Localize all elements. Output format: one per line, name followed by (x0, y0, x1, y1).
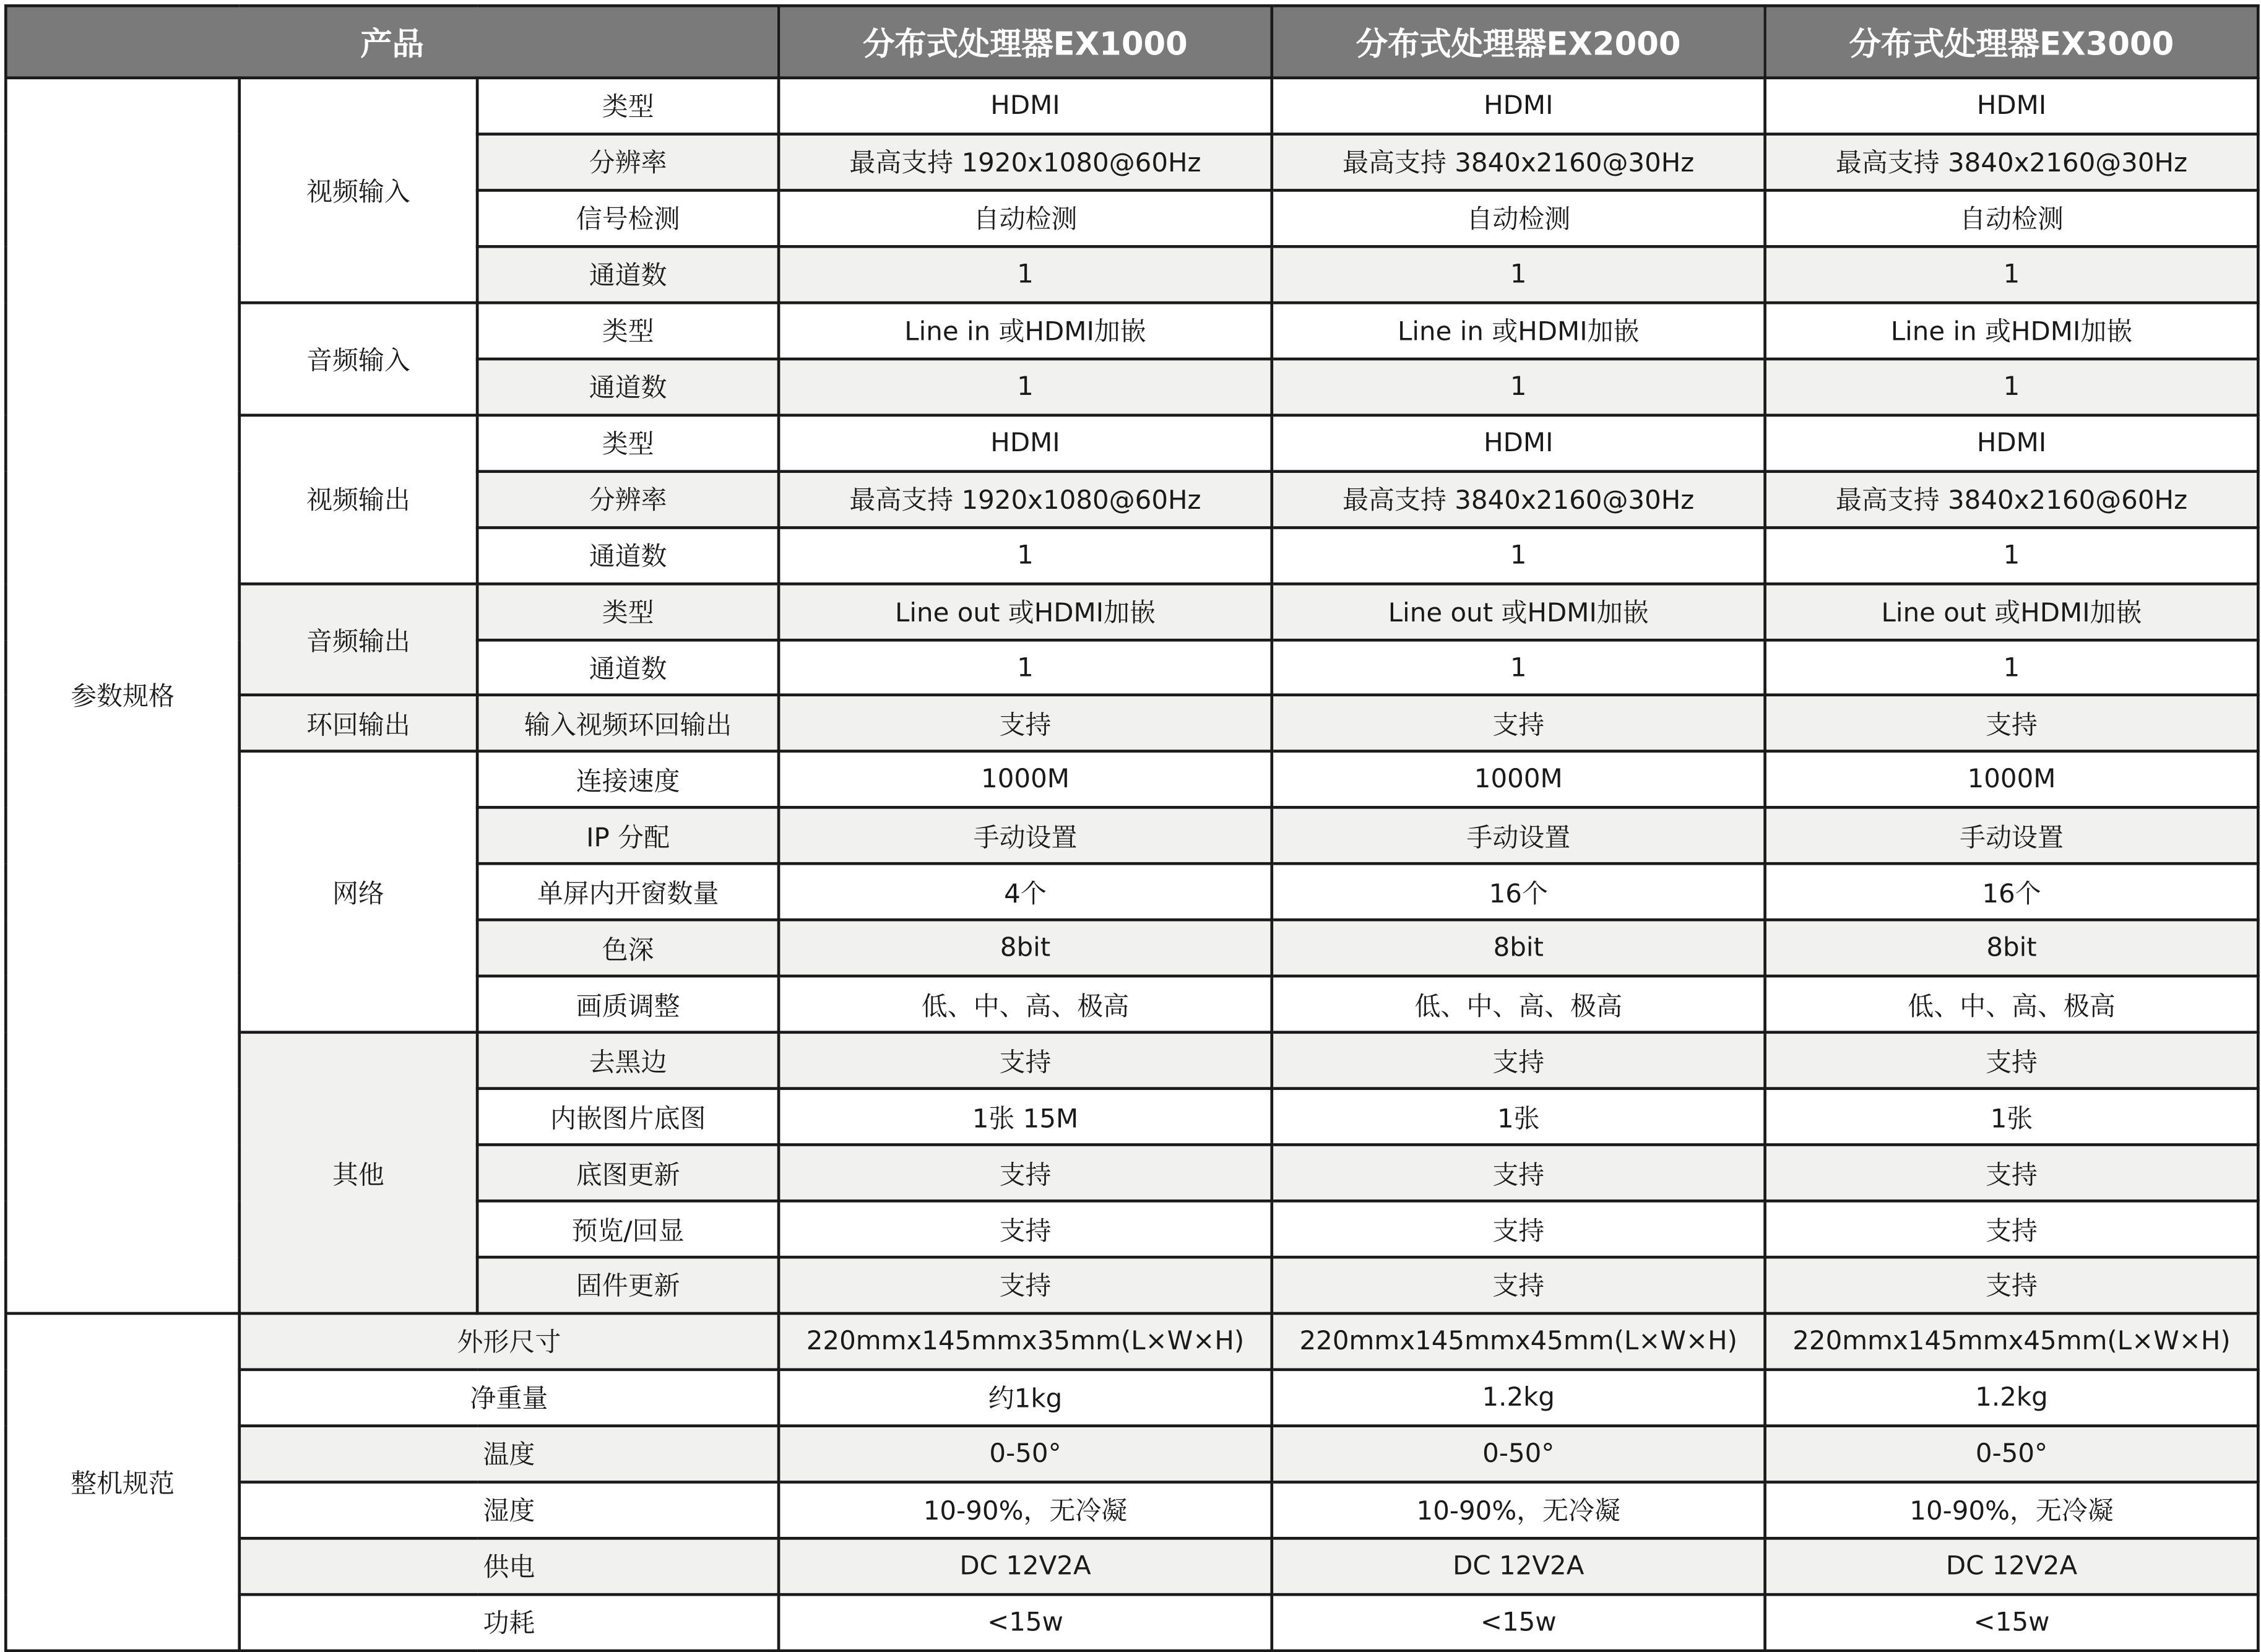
value-ex2000: 1000M (1272, 752, 1765, 808)
value-ex2000: 0-50° (1272, 1425, 1765, 1482)
value-ex2000: HDMI (1272, 415, 1765, 471)
value-ex3000: 最高支持 3840x2160@30Hz (1765, 134, 2259, 191)
value-ex3000: 支持 (1765, 1201, 2259, 1257)
value-ex1000: 1 (779, 246, 1272, 303)
param-name: 画质调整 (477, 976, 779, 1032)
value-ex2000: 220mmx145mmx45mm(L×W×H) (1272, 1313, 1765, 1370)
value-ex1000: <15w (779, 1594, 1272, 1651)
group-label: 环回输出 (240, 696, 477, 752)
value-ex2000: 最高支持 3840x2160@30Hz (1272, 134, 1765, 191)
value-ex2000: 8bit (1272, 920, 1765, 977)
param-name: 外形尺寸 (240, 1313, 779, 1370)
value-ex1000: HDMI (779, 415, 1272, 471)
value-ex3000: Line in 或HDMI加嵌 (1765, 303, 2259, 359)
header-model-ex2000: 分布式处理器EX2000 (1272, 6, 1765, 77)
value-ex3000: 10-90%，无冷凝 (1765, 1482, 2259, 1538)
value-ex1000: 自动检测 (779, 190, 1272, 246)
value-ex2000: Line out 或HDMI加嵌 (1272, 583, 1765, 639)
value-ex1000: 8bit (779, 920, 1272, 977)
value-ex2000: 最高支持 3840x2160@30Hz (1272, 471, 1765, 527)
value-ex3000: HDMI (1765, 415, 2259, 471)
group-label: 音频输入 (240, 303, 477, 415)
param-name: 分辨率 (477, 471, 779, 527)
group-label: 视频输入 (240, 78, 477, 303)
param-name: 内嵌图片底图 (477, 1089, 779, 1145)
value-ex1000: 手动设置 (779, 808, 1272, 864)
value-ex2000: 自动检测 (1272, 190, 1765, 246)
header-model-ex1000: 分布式处理器EX1000 (779, 6, 1272, 77)
value-ex1000: 1 (779, 358, 1272, 415)
group-label: 网络 (240, 752, 477, 1033)
param-name: 类型 (477, 415, 779, 471)
value-ex1000: 4个 (779, 864, 1272, 920)
value-ex1000: HDMI (779, 78, 1272, 134)
value-ex2000: 1张 (1272, 1089, 1765, 1145)
value-ex3000: <15w (1765, 1594, 2259, 1651)
value-ex3000: 0-50° (1765, 1425, 2259, 1482)
param-name: 通道数 (477, 246, 779, 303)
value-ex3000: 支持 (1765, 1145, 2259, 1201)
spec-row (6, 583, 2258, 639)
section-label: 参数规格 (6, 78, 239, 1313)
value-ex2000: DC 12V2A (1272, 1538, 1765, 1594)
value-ex3000: 8bit (1765, 920, 2259, 977)
spec-row (6, 1594, 2258, 1651)
param-name: 温度 (240, 1425, 779, 1482)
value-ex1000: 支持 (779, 696, 1272, 752)
value-ex3000: 1.2kg (1765, 1370, 2259, 1426)
value-ex2000: 手动设置 (1272, 808, 1765, 864)
value-ex1000: 支持 (779, 1201, 1272, 1257)
group-label: 视频输出 (240, 415, 477, 583)
value-ex3000: 1000M (1765, 752, 2259, 808)
param-name: 通道数 (477, 527, 779, 584)
value-ex1000: 1 (779, 527, 1272, 584)
value-ex1000: 支持 (779, 1145, 1272, 1201)
value-ex2000: 支持 (1272, 1145, 1765, 1201)
param-name: 信号检测 (477, 190, 779, 246)
value-ex3000: DC 12V2A (1765, 1538, 2259, 1594)
group-label: 其他 (240, 1032, 477, 1313)
spec-row (6, 1370, 2258, 1426)
value-ex3000: 支持 (1765, 1257, 2259, 1313)
value-ex1000: DC 12V2A (779, 1538, 1272, 1594)
value-ex2000: HDMI (1272, 78, 1765, 134)
spec-row (6, 696, 2258, 752)
value-ex3000: 16个 (1765, 864, 2259, 920)
value-ex2000: 10-90%，无冷凝 (1272, 1482, 1765, 1538)
value-ex3000: 1 (1765, 358, 2259, 415)
value-ex3000: 220mmx145mmx45mm(L×W×H) (1765, 1313, 2259, 1370)
value-ex2000: Line in 或HDMI加嵌 (1272, 303, 1765, 359)
spec-row (6, 1538, 2258, 1594)
spec-row (6, 1482, 2258, 1538)
value-ex3000: 1 (1765, 639, 2259, 696)
param-name: 连接速度 (477, 752, 779, 808)
value-ex3000: 自动检测 (1765, 190, 2259, 246)
param-name: 通道数 (477, 639, 779, 696)
value-ex2000: <15w (1272, 1594, 1765, 1651)
value-ex1000: 1000M (779, 752, 1272, 808)
header-product: 产品 (6, 6, 779, 77)
spec-row (6, 303, 2258, 359)
param-name: 净重量 (240, 1370, 779, 1426)
value-ex2000: 1.2kg (1272, 1370, 1765, 1426)
param-name: 类型 (477, 78, 779, 134)
param-name: 色深 (477, 920, 779, 977)
value-ex1000: 约1kg (779, 1370, 1272, 1426)
param-name: 类型 (477, 303, 779, 359)
spec-row (6, 415, 2258, 471)
value-ex3000: Line out 或HDMI加嵌 (1765, 583, 2259, 639)
param-name: 固件更新 (477, 1257, 779, 1313)
value-ex1000: 最高支持 1920x1080@60Hz (779, 134, 1272, 191)
value-ex3000: 1 (1765, 527, 2259, 584)
value-ex1000: 0-50° (779, 1425, 1272, 1482)
value-ex3000: 1张 (1765, 1089, 2259, 1145)
param-name: 类型 (477, 583, 779, 639)
param-name: 去黑边 (477, 1032, 779, 1089)
param-name: 单屏内开窗数量 (477, 864, 779, 920)
value-ex1000: 支持 (779, 1032, 1272, 1089)
spec-row (6, 1313, 2258, 1370)
value-ex2000: 支持 (1272, 1201, 1765, 1257)
section-label: 整机规范 (6, 1313, 239, 1650)
value-ex1000: 1张 15M (779, 1089, 1272, 1145)
spec-table (4, 4, 2260, 1652)
header-model-ex3000: 分布式处理器EX3000 (1765, 6, 2259, 77)
value-ex3000: 支持 (1765, 696, 2259, 752)
value-ex2000: 支持 (1272, 1257, 1765, 1313)
spec-row (6, 1032, 2258, 1089)
value-ex3000: 手动设置 (1765, 808, 2259, 864)
value-ex3000: 低、中、高、极高 (1765, 976, 2259, 1032)
value-ex1000: 10-90%，无冷凝 (779, 1482, 1272, 1538)
spec-row (6, 752, 2258, 808)
value-ex3000: HDMI (1765, 78, 2259, 134)
param-name: 湿度 (240, 1482, 779, 1538)
value-ex2000: 16个 (1272, 864, 1765, 920)
value-ex1000: 220mmx145mmx35mm(L×W×H) (779, 1313, 1272, 1370)
param-name: 供电 (240, 1538, 779, 1594)
param-name: 输入视频环回输出 (477, 696, 779, 752)
value-ex3000: 最高支持 3840x2160@60Hz (1765, 471, 2259, 527)
group-label: 音频输出 (240, 583, 477, 695)
value-ex1000: 低、中、高、极高 (779, 976, 1272, 1032)
value-ex1000: 1 (779, 639, 1272, 696)
value-ex2000: 1 (1272, 358, 1765, 415)
value-ex3000: 支持 (1765, 1032, 2259, 1089)
value-ex1000: Line out 或HDMI加嵌 (779, 583, 1272, 639)
param-name: 底图更新 (477, 1145, 779, 1201)
param-name: IP 分配 (477, 808, 779, 864)
value-ex2000: 1 (1272, 246, 1765, 303)
value-ex2000: 1 (1272, 639, 1765, 696)
param-name: 通道数 (477, 358, 779, 415)
param-name: 分辨率 (477, 134, 779, 191)
spec-row (6, 1425, 2258, 1482)
value-ex2000: 支持 (1272, 1032, 1765, 1089)
value-ex2000: 1 (1272, 527, 1765, 584)
value-ex2000: 支持 (1272, 696, 1765, 752)
spec-row (6, 78, 2258, 134)
value-ex1000: 支持 (779, 1257, 1272, 1313)
header-row (6, 6, 2258, 77)
spec-body (6, 78, 2258, 1650)
value-ex1000: Line in 或HDMI加嵌 (779, 303, 1272, 359)
value-ex1000: 最高支持 1920x1080@60Hz (779, 471, 1272, 527)
value-ex2000: 低、中、高、极高 (1272, 976, 1765, 1032)
param-name: 功耗 (240, 1594, 779, 1651)
param-name: 预览/回显 (477, 1201, 779, 1257)
value-ex3000: 1 (1765, 246, 2259, 303)
